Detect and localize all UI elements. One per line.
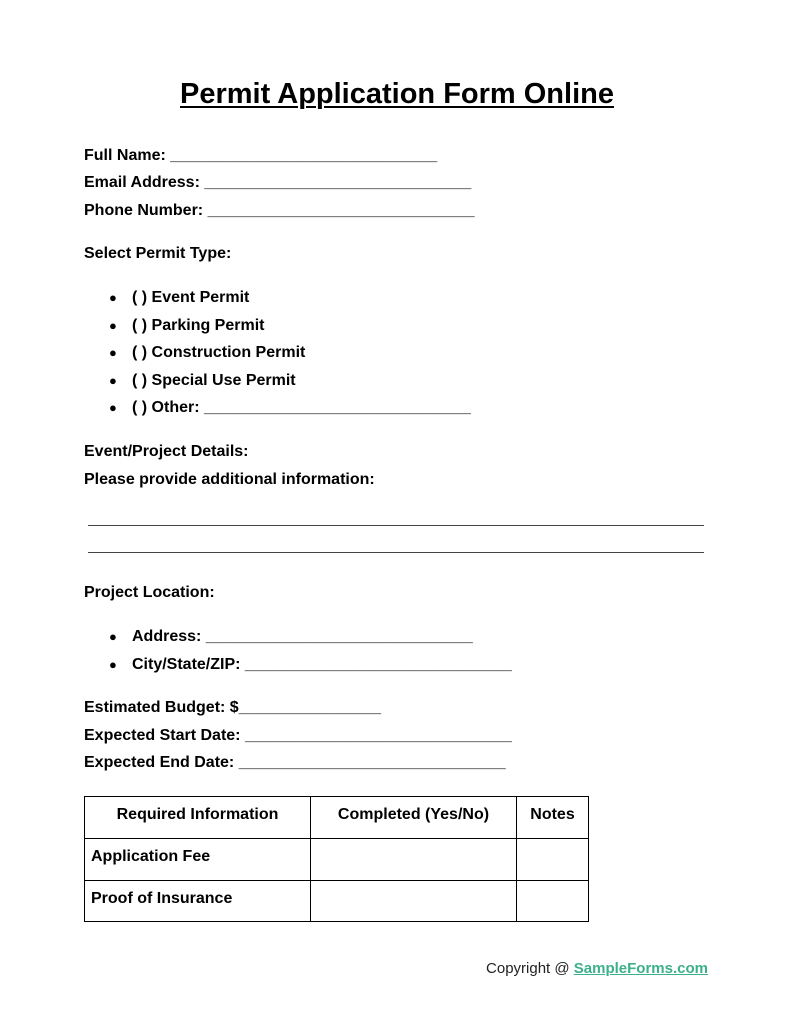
permit-option-other[interactable]: ( ) Other: ______________________________ — [132, 399, 471, 416]
table-cell: Proof of Insurance — [85, 881, 311, 922]
full-name-field[interactable]: Full Name: ______________________________ — [84, 147, 438, 164]
email-field[interactable]: Email Address: ______________________________ — [84, 174, 472, 191]
permit-option-parking[interactable]: ( ) Parking Permit — [132, 317, 265, 334]
details-line-2[interactable] — [88, 552, 704, 553]
table-cell[interactable] — [517, 839, 589, 881]
table-row — [85, 839, 589, 881]
table-cell[interactable] — [311, 881, 517, 922]
permit-option-special-use[interactable]: ( ) Special Use Permit — [132, 372, 296, 389]
page-title: Permit Application Form Online — [180, 78, 614, 110]
budget-field[interactable]: Estimated Budget: $________________ — [84, 699, 382, 716]
bullet-icon: ● — [109, 657, 117, 672]
table-header: Completed (Yes/No) — [311, 797, 517, 839]
table-row — [85, 881, 589, 922]
table-header: Required Information — [85, 797, 311, 839]
permit-option-event[interactable]: ( ) Event Permit — [132, 289, 250, 306]
table-header: Notes — [517, 797, 589, 839]
table-cell[interactable] — [517, 881, 589, 922]
bullet-icon: ● — [109, 629, 117, 644]
copyright-text: Copyright @ — [486, 960, 574, 977]
bullet-icon: ● — [109, 318, 117, 333]
bullet-icon: ● — [109, 290, 117, 305]
details-prompt: Please provide additional information: — [84, 471, 375, 488]
details-line-1[interactable] — [88, 525, 704, 526]
details-heading: Event/Project Details: — [84, 443, 249, 460]
bullet-icon: ● — [109, 373, 117, 388]
table-cell: Application Fee — [85, 839, 311, 881]
table-header-row — [85, 797, 589, 839]
end-date-field[interactable]: Expected End Date: ______________________________ — [84, 754, 506, 771]
city-state-zip-field[interactable]: City/State/ZIP: ______________________________ — [132, 656, 512, 673]
start-date-field[interactable]: Expected Start Date: ______________________________ — [84, 727, 512, 744]
location-heading: Project Location: — [84, 584, 215, 601]
footer — [486, 960, 708, 977]
permit-type-heading: Select Permit Type: — [84, 245, 232, 262]
requirements-table — [84, 796, 589, 922]
permit-option-construction[interactable]: ( ) Construction Permit — [132, 344, 306, 361]
table-cell[interactable] — [311, 839, 517, 881]
bullet-icon: ● — [109, 345, 117, 360]
brand-link[interactable]: SampleForms.com — [573, 960, 708, 977]
bullet-icon: ● — [109, 400, 117, 415]
phone-field[interactable]: Phone Number: ______________________________ — [84, 202, 475, 219]
address-field[interactable]: Address: ______________________________ — [132, 628, 473, 645]
